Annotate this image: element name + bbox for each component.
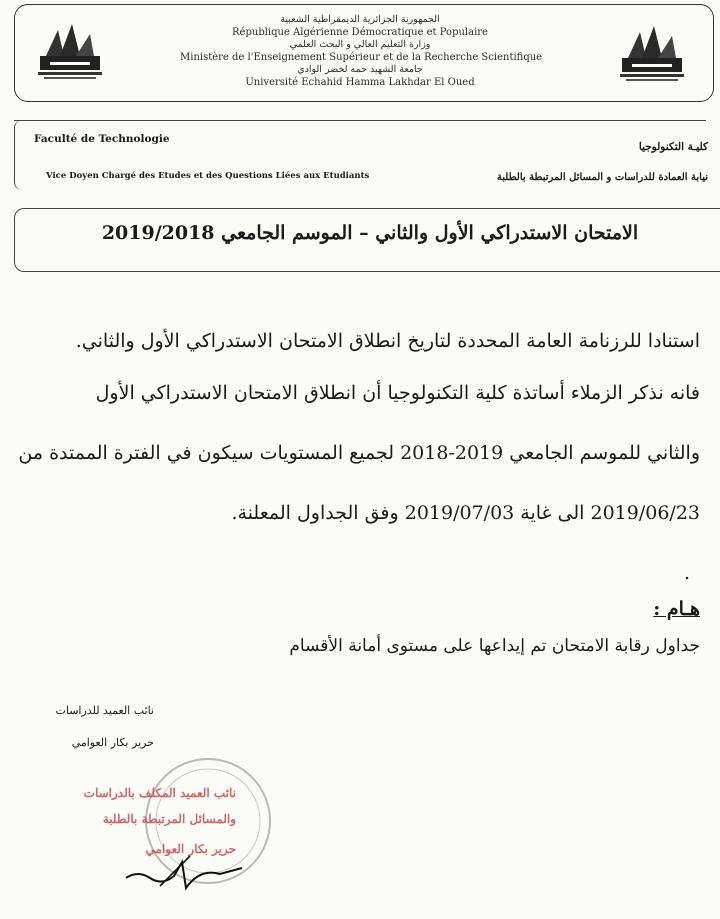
stamp-line-1: نائب العميد المكلف بالدراسات (83, 786, 236, 800)
vice-dean-ar: نيابة العمادة للدراسات و المسائل المرتبطة بالطلبة (496, 172, 708, 183)
body-line-4: 2019/06/23 الى غاية 2019/07/03 وفق الجداول المعلنة. (231, 502, 700, 524)
signature-block (30, 702, 280, 902)
handwritten-signature (120, 848, 250, 898)
signatory-title: نائب العميد للدراسات (55, 704, 154, 717)
faculty-top-rule (14, 120, 706, 121)
university-logo-right (612, 20, 692, 86)
signatory-name: حرير بكار العوامي (71, 736, 154, 749)
letterhead-text (180, 14, 543, 89)
university-fr: Université Echahid Hamma Lakhdar El Oued (245, 76, 475, 88)
stamp-line-3: حرير بكار العوامي (145, 842, 236, 856)
faculty-name-ar: كليـة التكنولوجيا (638, 141, 708, 153)
body-line-1: استنادا للرزنامة العامة المحددة لتاريخ انطلاق الامتحان الاستدراكي الأول والثاني. (75, 330, 700, 352)
body-line-2: فانه نذكر الزملاء أساتذة كلية التكنولوجيا أن انطلاق الامتحان الاستدراكي الأول (95, 382, 700, 404)
university-ar: جامعة الشهيد حمه لخضر الوادي (297, 64, 423, 75)
ministry-fr: Ministère de l'Enseignement Supérieur et de la Recherche Scientifique (180, 51, 543, 63)
republic-ar: الجمهورية الجزائرية الديمقراطية الشعبية (280, 14, 440, 25)
note-text: جداول رقابة الامتحان تم إيداعها على مستوى أمانة الأقسام (289, 636, 700, 656)
ministry-ar: وزارة التعليم العالي و البحث العلمي (289, 39, 431, 50)
faculty-name-fr: Faculté de Technologie (34, 133, 170, 145)
republic-fr: République Algérienne Démocratique et Populaire (232, 26, 488, 38)
vice-dean-fr: Vice Doyen Chargé des Etudes et des Questions Liées aux Etudiants (46, 171, 370, 181)
faculty-left-bracket (14, 120, 25, 190)
university-logo-left (30, 18, 110, 84)
document-title: الامتحان الاستدراكي الأول والثاني – الموسم الجامعي 2019/2018 (101, 222, 639, 244)
stray-dot: . (684, 562, 691, 584)
note-label: هـام : (653, 598, 700, 620)
stamp-line-2: والمسائل المرتبطة بالطلبة (102, 812, 236, 826)
body-line-3: والثاني للموسم الجامعي 2019-2018 لجميع المستويات سيكون في الفترة الممتدة من (18, 442, 700, 464)
